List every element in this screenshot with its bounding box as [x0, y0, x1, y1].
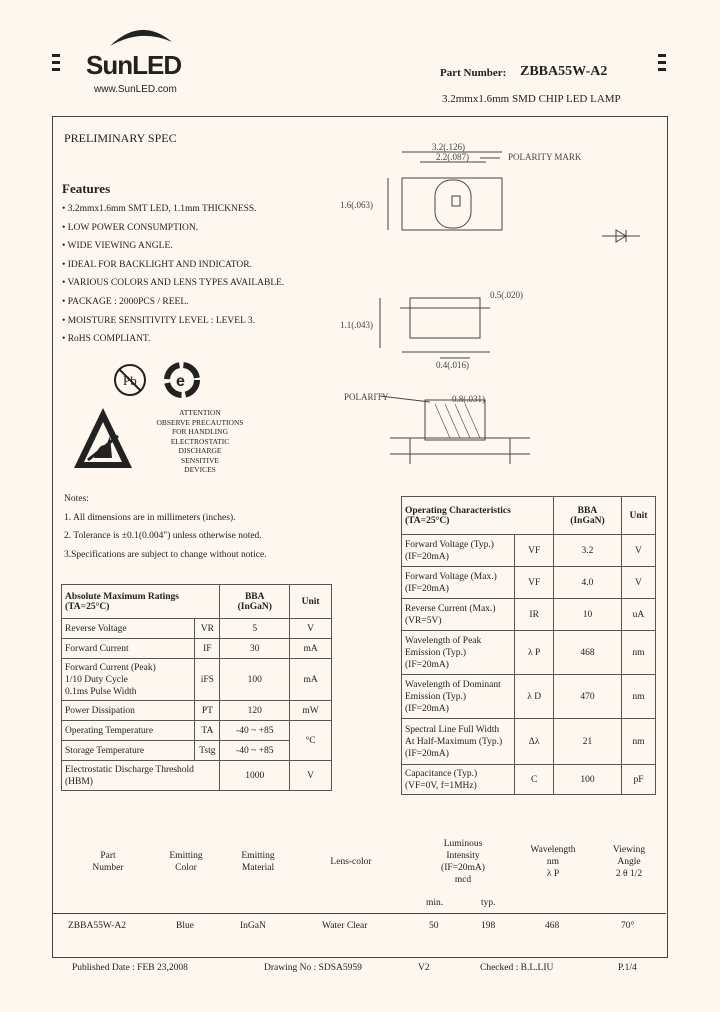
left-bars-icon: [52, 54, 60, 75]
part-number: ZBBA55W-A2: [520, 64, 608, 79]
version: V2: [418, 963, 430, 973]
table-row: Reverse Voltage VR 5 V: [62, 619, 332, 639]
table-row: Spectral Line Full Width At Half-Maximum (Typ.) (IF=20mA) Δλ 21 nm: [402, 719, 656, 765]
abs-max-header: Absolute Maximum Ratings (TA=25°C) BBA (InGaN) Unit: [62, 585, 332, 619]
pb-free-icon: [112, 362, 148, 398]
feature-item: • VARIOUS COLORS AND LENS TYPES AVAILABLE.: [62, 278, 285, 289]
feature-item: • IDEAL FOR BACKLIGHT AND INDICATOR.: [62, 259, 252, 270]
right-bars-icon: [658, 54, 666, 75]
feature-item: • RoHS COMPLIANT.: [62, 334, 151, 345]
feature-item: • PACKAGE : 2000PCS / REEL.: [62, 296, 189, 307]
part-description: 3.2mmx1.6mm SMD CHIP LED LAMP: [442, 93, 621, 105]
table-row: Wavelength of Dominant Emission (Typ.) (IF=20mA) λ D 470 nm: [402, 675, 656, 719]
part-number-label: Part Number:: [440, 67, 507, 79]
logo: SunLED: [86, 50, 182, 80]
dim-top2: 2.2(.087): [436, 152, 469, 162]
table-row: Electrostatic Discharge Threshold (HBM) 1000 V: [62, 761, 332, 791]
dim-bottom: 0.4(.016): [436, 360, 469, 370]
pb-text: Pb: [123, 373, 137, 388]
table-row: Storage Temperature Tstg -40 ~ +85: [62, 741, 332, 761]
website-link[interactable]: www.SunLED.com: [94, 84, 177, 95]
table-row: Forward Current (Peak) 1/10 Duty Cycle 0.1ms Pulse Width iFS 100 mA: [62, 659, 332, 701]
feature-item: • LOW POWER CONSUMPTION.: [62, 222, 199, 233]
esd-notice: ATTENTION OBSERVE PRECAUTIONS FOR HANDLING ELECTROSTATIC DISCHARGE SENSITIVE DEVICES: [156, 408, 244, 474]
min-label: min.: [426, 898, 444, 908]
esd-warning-icon: [72, 406, 134, 470]
features-list: [62, 200, 362, 349]
table-row: Forward Voltage (Typ.) (IF=20mA) VF 3.2 V: [402, 535, 656, 567]
dim-thick: 1.1(.043): [340, 320, 373, 330]
feature-item: • WIDE VIEWING ANGLE.: [62, 241, 173, 252]
table-row: Forward Voltage (Max.) (IF=20mA) VF 4.0 V: [402, 567, 656, 599]
features-title: Features: [62, 181, 111, 196]
notes: [64, 490, 267, 564]
rohs-icon: [162, 360, 202, 400]
op-char-table: [401, 496, 656, 795]
note-item: 1. All dimensions are in millimeters (inches).: [64, 512, 236, 523]
selection-row: ZBBA55W-A2 Blue InGaN Water Clear 50 198 468 70°: [68, 921, 635, 931]
op-char-header: Operating Characteristics (TA=25°C) BBA (InGaN) Unit: [402, 497, 656, 535]
dim-low: 0.8(.031): [452, 394, 485, 404]
polarity-mark-label: POLARITY MARK: [508, 152, 582, 162]
selection-header: Part Number Emitting Color Emitting Material Lens-color Luminous Intensity (IF=20mA) mcd Wavelength nm λ P Viewing Angle 2 θ 1/2: [92, 839, 646, 885]
drawing-number: Drawing No : SDSA5959: [264, 963, 362, 973]
note-item: 3.Specifications are subject to change without notice.: [64, 549, 267, 560]
rohs-text: e: [176, 373, 185, 390]
table-row: Capacitance (Typ.) (VF=0V, f=1MHz) C 100 pF: [402, 765, 656, 795]
selection-divider: [52, 913, 666, 914]
table-row: Wavelength of Peak Emission (Typ.) (IF=20mA) λ P 468 nm: [402, 631, 656, 675]
typ-label: typ.: [481, 898, 496, 908]
note-item: 2. Tolerance is ±0.1(0.004") unless otherwise noted.: [64, 531, 262, 541]
table-row: Reverse Current (Max.) (VR=5V) IR 10 uA: [402, 599, 656, 631]
table-row: Operating Temperature TA -40 ~ +85 °C: [62, 721, 332, 741]
feature-item: • 3.2mmx1.6mm SMT LED, 1.1mm THICKNESS.: [62, 204, 257, 214]
solder-polarity-label: POLARITY: [344, 392, 389, 402]
table-row: Power Dissipation PT 120 mW: [62, 701, 332, 721]
dim-left: 1.6(.063): [340, 200, 373, 210]
checked-by: Checked : B.L.LIU: [480, 963, 554, 973]
abs-max-table: [61, 584, 332, 791]
notes-title: Notes:: [64, 494, 89, 504]
feature-item: • MOISTURE SENSITIVITY LEVEL : LEVEL 3.: [62, 315, 256, 326]
page-number: P.1/4: [618, 963, 637, 973]
published-date: Published Date : FEB 23,2008: [72, 963, 188, 973]
dim-top: 3.2(.126): [432, 142, 465, 152]
package-drawing: [340, 138, 660, 478]
table-row: Forward Current IF 30 mA: [62, 639, 332, 659]
dim-mid: 0.5(.020): [490, 290, 523, 300]
spec-title: PRELIMINARY SPEC: [64, 131, 177, 145]
logo-arc-icon: [108, 24, 174, 48]
